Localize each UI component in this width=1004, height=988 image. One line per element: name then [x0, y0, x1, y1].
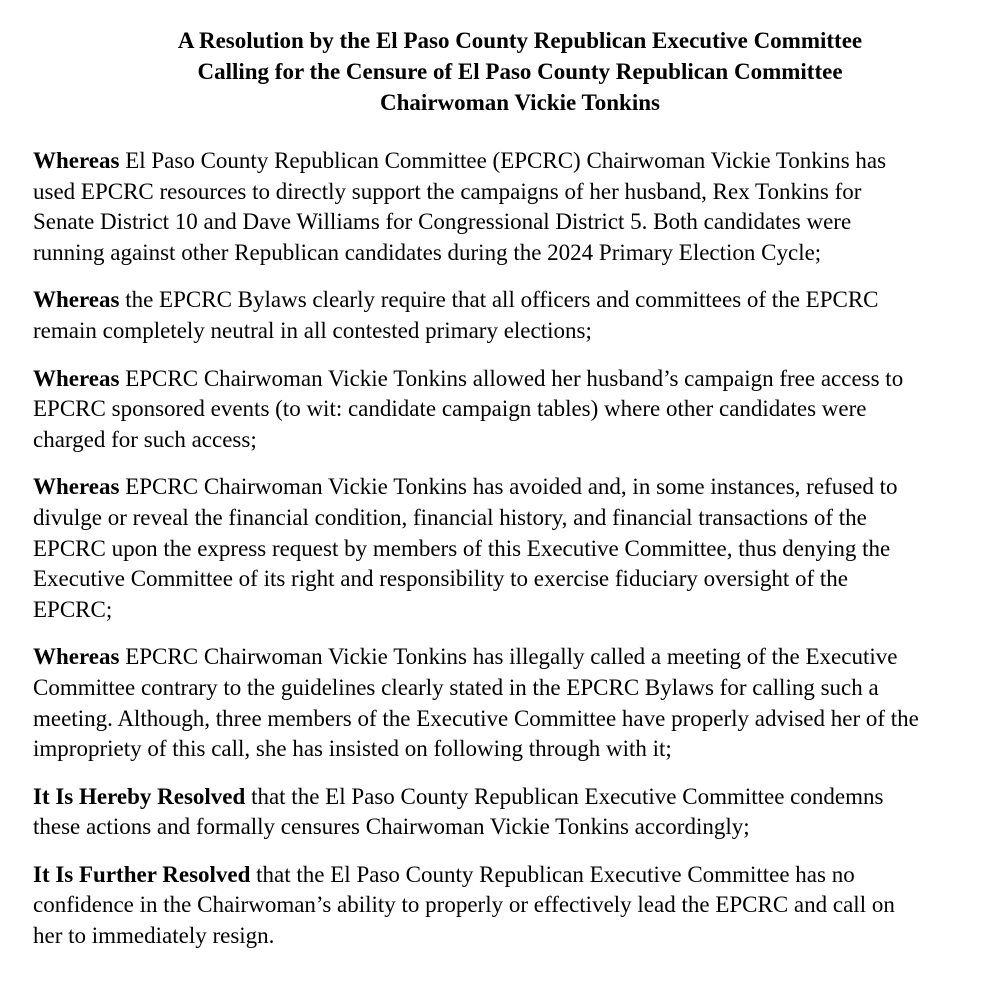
- resolution-title: [0, 25, 1004, 118]
- para-line: impropriety of this call, she has insisted on following through with it;: [33, 736, 672, 762]
- clause-lead: Whereas: [33, 644, 120, 670]
- whereas-clause-free-access: [33, 364, 1004, 456]
- clause-lead: Whereas: [33, 365, 120, 391]
- para-line: Whereas EPCRC Chairwoman Vickie Tonkins has illegally called a meeting of the Executive: [33, 644, 898, 670]
- para-line: Whereas EPCRC Chairwoman Vickie Tonkins allowed her husband’s campaign free access to: [33, 365, 904, 391]
- whereas-clause-illegal-meeting: [33, 642, 1004, 764]
- clause-lead: Whereas: [33, 287, 120, 313]
- para-line: It Is Hereby Resolved that the El Paso County Republican Executive Committee condemns: [33, 783, 884, 809]
- whereas-clause-financial-disclosure: [33, 472, 1004, 625]
- whereas-clause-bylaws-neutrality: [33, 285, 1004, 346]
- para-line: remain completely neutral in all contested primary elections;: [33, 317, 592, 343]
- clause-lead: It Is Further Resolved: [33, 861, 251, 887]
- title-line-3: Chairwoman Vickie Tonkins: [380, 90, 660, 115]
- resolution-body: [33, 146, 1004, 969]
- clause-lead: Whereas: [33, 474, 120, 500]
- para-line: Committee contrary to the guidelines clearly stated in the EPCRC Bylaws for calling such a: [33, 674, 879, 700]
- para-line: Whereas EPCRC Chairwoman Vickie Tonkins has avoided and, in some instances, refused to: [33, 474, 898, 500]
- clause-lead: Whereas: [33, 148, 120, 173]
- para-line: EPCRC upon the express request by members of this Executive Committee, thus denying the: [33, 535, 891, 561]
- para-line: Whereas El Paso County Republican Committee (EPCRC) Chairwoman Vickie Tonkins has: [33, 148, 887, 173]
- para-line: confidence in the Chairwoman’s ability to properly or effectively lead the EPCRC and call on: [33, 892, 895, 918]
- para-line: It Is Further Resolved that the El Paso County Republican Executive Committee has no: [33, 861, 855, 887]
- resolved-clause-censure: [33, 782, 1004, 843]
- para-line: Executive Committee of its right and responsibility to exercise fiduciary oversight of the: [33, 566, 849, 592]
- para-line: used EPCRC resources to directly support the campaigns of her husband, Rex Tonkins for: [33, 178, 862, 204]
- title-line-1: A Resolution by the El Paso County Republican Executive Committee: [177, 28, 863, 53]
- para-line: Senate District 10 and Dave Williams for Congressional District 5. Both candidates were: [33, 209, 852, 235]
- para-line: charged for such access;: [33, 426, 257, 452]
- clause-lead: It Is Hereby Resolved: [33, 783, 246, 809]
- para-line: running against other Republican candidates during the 2024 Primary Election Cycle;: [33, 239, 822, 265]
- para-line: divulge or reveal the financial condition, financial history, and financial transactions of the: [33, 504, 867, 530]
- para-line: EPCRC;: [33, 596, 113, 622]
- para-line: these actions and formally censures Chairwoman Vickie Tonkins accordingly;: [33, 814, 750, 840]
- resolved-clause-no-confidence: [33, 860, 1004, 952]
- title-line-2: Calling for the Censure of El Paso County Republican Committee: [197, 59, 843, 84]
- para-line: Whereas the EPCRC Bylaws clearly require that all officers and committees of the EPCRC: [33, 287, 879, 313]
- para-line: EPCRC sponsored events (to wit: candidate campaign tables) where other candidates were: [33, 396, 867, 422]
- whereas-clause-campaign-support: [33, 146, 1004, 268]
- para-line: meeting. Although, three members of the Executive Committee have properly advised her of the: [33, 705, 919, 731]
- para-line: her to immediately resign.: [33, 923, 275, 949]
